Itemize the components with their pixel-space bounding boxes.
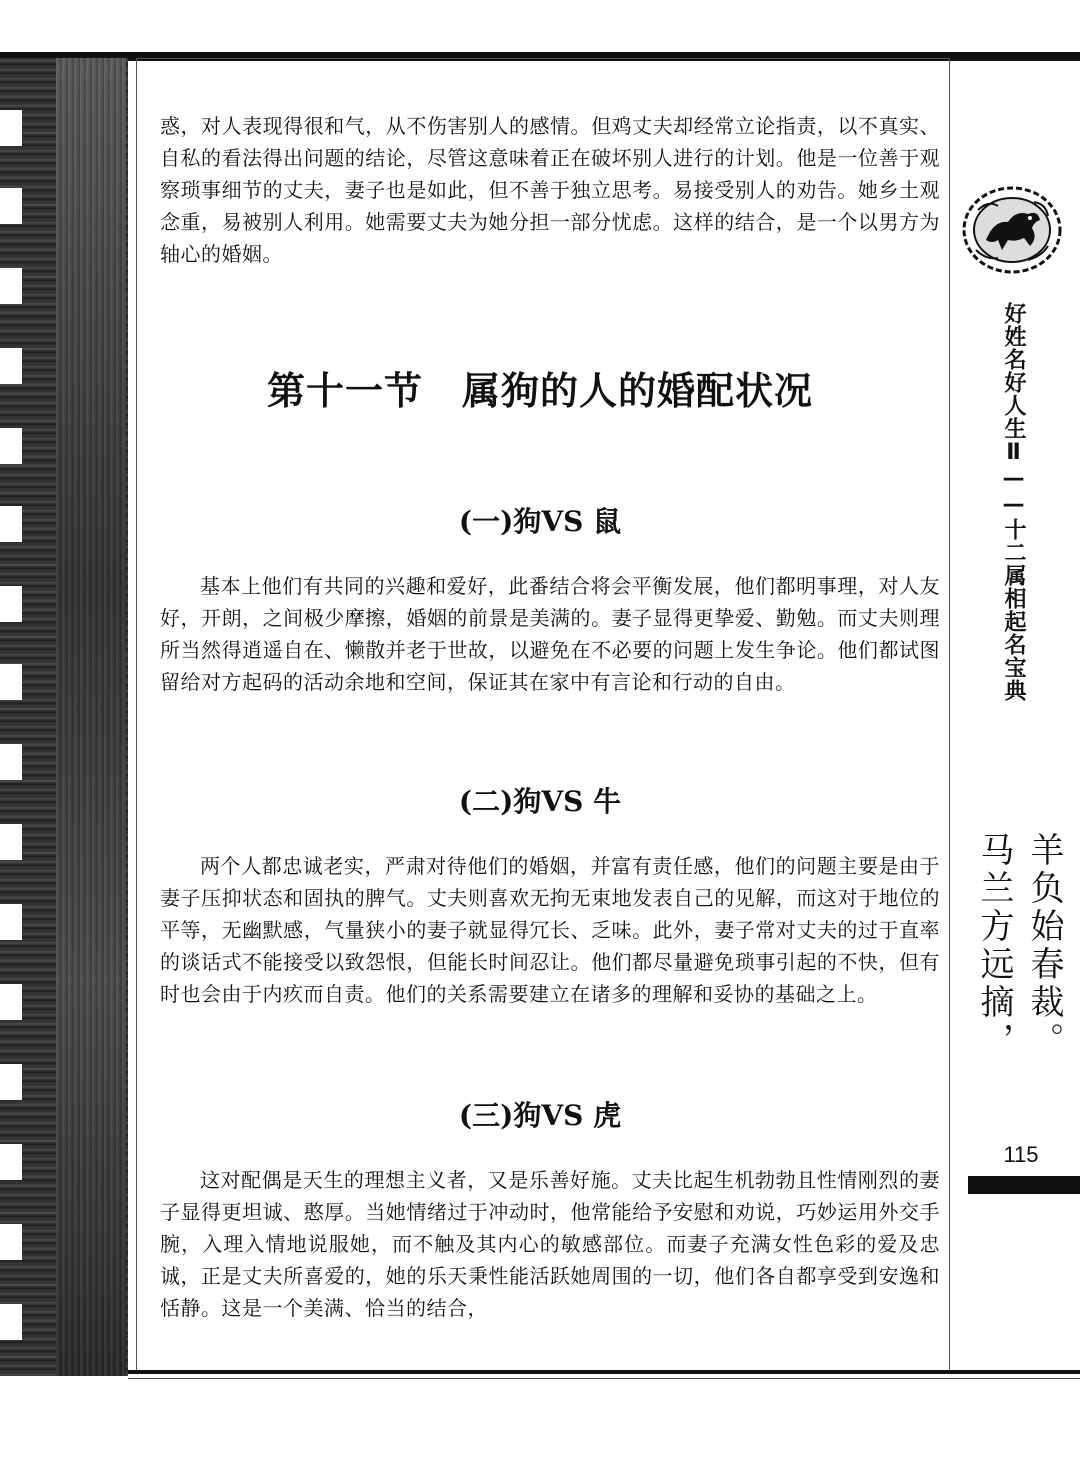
section-body: [160, 570, 940, 698]
section-title: (一)狗VS 鼠: [458, 505, 622, 538]
section-title: (三)狗VS 虎: [458, 1099, 622, 1132]
zodiac-horse-emblem-icon: [958, 180, 1066, 278]
film-perforation: [0, 1304, 22, 1340]
film-perforation: [0, 110, 22, 146]
section-paragraph: 基本上他们有共同的兴趣和爱好，此番结合将会平衡发展，他们都明事理，对人友好，开朗，之间极少摩擦，婚姻的前景是美满的。妻子显得更挚爱、勤勉。而丈夫则理所当然得逍遥自在、懒散并老于世故，以避免在不必要的问题上发生争论。他们都试图留给对方起码的活动余地和空间，保证其在家中有言论和行动的自由。: [160, 574, 940, 694]
film-perforation: [0, 664, 22, 700]
section-paragraph: 这对配偶是天生的理想主义者，又是乐善好施。丈夫比起生机勃勃且性情刚烈的妻子显得更坦诚、憨厚。当她情绪过于冲动时，他常能给予安慰和劝说，巧妙运用外交手腕，入理入情地说服她，而不触及其内心的敏感部位。而妻子充满女性色彩的爱及忠诚，正是丈夫所喜爱的，她的乐天秉性能活跃她周围的一切，他们各自都享受到安逸和恬静。这是一个美满、恰当的结合，: [160, 1168, 940, 1320]
chapter-title: 第十一节 属狗的人的婚配状况: [266, 369, 813, 413]
bottom-rule: [128, 1370, 1080, 1374]
poem-line: 羊负始春裁。: [1024, 832, 1064, 1060]
section-paragraph: 两个人都忠诚老实，严肃对待他们的婚姻，并富有责任感，他们的问题主要是由于妻子压抑状态和固执的脾气。丈夫则喜欢无拘无束地发表自己的见解，而这对于地位的平等，无幽默感，气量狭小的妻子就显得冗长、乏味。此外，妻子常对丈夫的过于直率的谈话式不能接受以致怨恨，但能长时间忍让。他们都尽量避免琐事引起的不快，但有时也会由于内疚而自责。他们的关系需要建立在诸多的理解和妥协的基础之上。: [160, 854, 940, 1006]
film-perforation: [0, 984, 22, 1020]
page-number: 115: [1003, 1142, 1039, 1167]
section-title: (二)狗VS 牛: [458, 785, 622, 818]
film-perforation: [0, 586, 22, 622]
poem-line: 马兰方远摘，: [974, 832, 1014, 1060]
continued-paragraph: 惑，对人表现得很和气，从不伤害别人的感情。但鸡丈夫却经常立论指责，以不真实、自私的看法得出问题的结论，尽管这意味着正在破坏别人进行的计划。他是一位善于观察琐事细节的丈夫，妻子也是如此，但不善于独立思考。易接受别人的劝告。她乡土观念重，易被别人利用。她需要丈夫为她分担一部分忧虑。这样的结合，是一个以男方为轴心的婚姻。: [160, 114, 940, 266]
film-perforation: [0, 428, 22, 464]
film-perforation: [0, 904, 22, 940]
film-perforation: [0, 1224, 22, 1260]
film-perforation: [0, 506, 22, 542]
film-perforation: [0, 348, 22, 384]
bottom-rule-thin: [128, 1378, 1080, 1379]
film-perforation: [0, 268, 22, 304]
film-perforation: [0, 1064, 22, 1100]
page-number-bar: [968, 1176, 1080, 1194]
film-perforation: [0, 744, 22, 780]
continued-text-block: [160, 110, 940, 270]
film-strip-decoration: [0, 58, 128, 1376]
film-perforation: [0, 824, 22, 860]
film-perforation: [0, 188, 22, 224]
section-body: [160, 1164, 940, 1324]
film-perforation: [0, 1144, 22, 1180]
film-strip-image: [56, 58, 126, 1376]
section-body: [160, 850, 940, 1010]
book-title-vertical: 好姓名好人生Ⅱ——十二属相起名宝典: [1001, 302, 1026, 702]
